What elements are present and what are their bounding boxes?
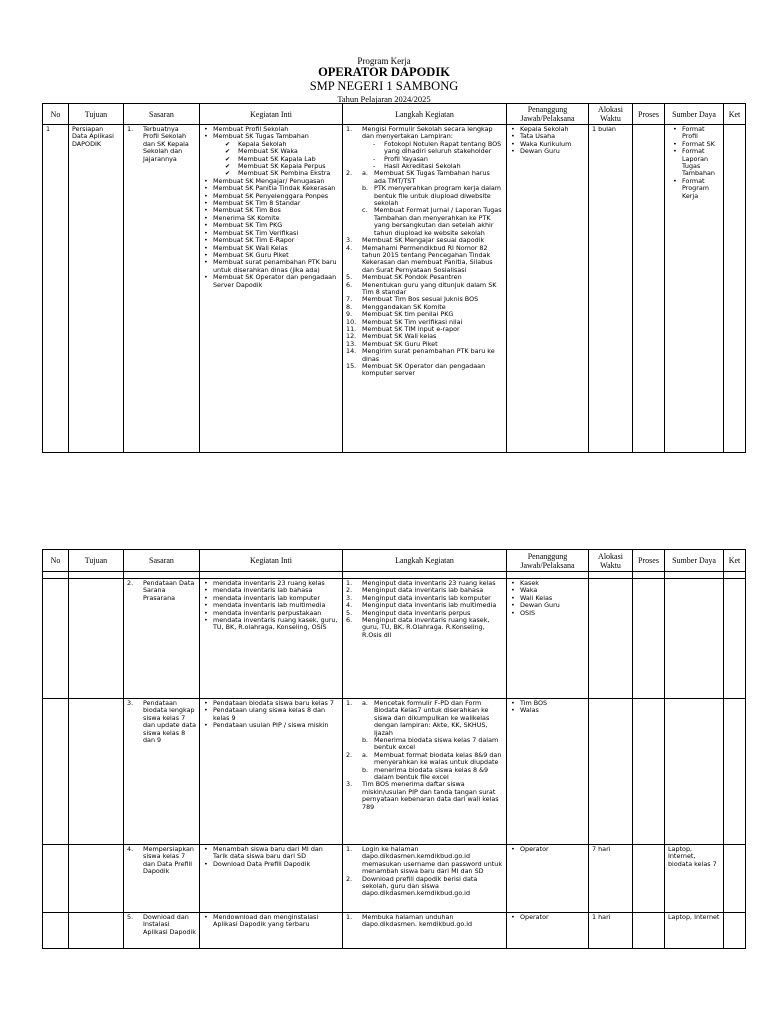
list-item: 10. Membuat SK Tim verifikasi nilai [346, 317, 463, 326]
langkah-text: Menginput data inventaris perpus [362, 608, 471, 617]
langkah-cell [343, 913, 507, 949]
list-item: 3. Membuat SK Mengajar sesuai dapodik [346, 236, 485, 245]
list-item: • Membuat SK Panitia Tindak Kekerasan [203, 185, 339, 192]
penanggung-cell [507, 913, 589, 949]
langkah-cell [343, 845, 507, 913]
list-item: • Pendataan ulang siswa kelas 8 dan kelas 9 [203, 707, 339, 722]
list-item: • mendata inventaris lab bahasa [203, 587, 339, 594]
list-item: 3. Menginput data inventaris lab komputer [346, 593, 491, 602]
col-header-ket: Ket [724, 550, 746, 572]
langkah-text: Menerima biodata siswa kelas 7 dalam bentuk excel [374, 736, 499, 752]
alokasi-cell: 7 hari [589, 845, 633, 913]
proses-cell [633, 125, 665, 453]
langkah-text: Memahami Permendikbud RI Nomor 82 tahun 2015 tentang Pencegahan Tindak Kekerasan dan membuat Panitia, Silabus dan Surat Pernyataan Sosialisasi [362, 243, 493, 274]
col-header-kegiatan: Kegiatan Inti [200, 104, 343, 125]
penanggung-cell [507, 845, 589, 913]
list-item: • mendata inventaris 23 ruang kelas [203, 580, 339, 587]
kegiatan-cell [200, 125, 343, 453]
table-row [43, 913, 746, 949]
sasaran-text: Pendataan Data Sarana Prasarana [143, 579, 195, 602]
langkah-text: Membuat SK Operator dan pengadaan komputer server [362, 362, 486, 378]
langkah-cell: 1. Mengisi Formulir Sekolah secara lengkap dan menyertakan Lampiran: - Fotokopi Notulen Rapat tentang BOS yang dihadiri seluruh stakeholder - Profil Yayasan - Hasil Akreditasi Sekolah 2. a. Membuat SK Tugas Tambahan harus ada TMT/TST b. PTK menyerahkan program kerja dalam bentuk file untuk diupload diwebsite sekolah c. Membuat Format Jurnal / Laporan Tugas Tambahan dan menyerahkan ke PTK yang bersangkutan dan setelah akhir tahun diupload ke website sekolah 3. Membuat SK Mengajar sesuai dapodik 4. Memahami Permendikbud RI Nomor 82 tahun 2015 tentang Pencegahan Tindak Kekerasan dan membuat Panitia, Silabus dan Surat Pernyataan Sosialisasi 5. Membuat SK Pondok Pesantren 6. Menentukan guru yang ditunjuk dalam SK Tim 8 standar 7. Membuat Tim Bos sesuai Juknis BOS 8. Menggandakan SK Komite 9. Membuat SK tim penilai PKG 10. Membuat SK Tim verifikasi nilai 11. Membuat SK TIM input e-rapor 12. Membuat SK Wali kelas 13. Membuat SK Guru Piket 14. Mengirim surat penambahan PTK baru ke dinas 15. Membuat SK Operator dan pengadaan komputer server [343, 125, 507, 453]
list-item: • Membuat SK Tim PKG [203, 222, 339, 229]
list-item: - Hasil Akreditasi Sekolah [372, 163, 503, 170]
list-item: 6. Menginput data inventaris ruang kasek, guru, TU, BK, R.Olahraga. R.Konseling, R.Osis dll [346, 616, 490, 639]
sasaran-cell: 5. Download dan Instalasi Aplikasi Dapodik [124, 913, 200, 949]
col-header-penanggung: Penanggung Jawab/Pelaksana [507, 104, 589, 125]
col-header-no: No [43, 550, 69, 572]
list-item: • Membuat SK Tugas Tambahan ✔ Kepala Sekolah ✔ Membuat SK Waka ✔ Membuat SK Kapala Lab ✔ Membuat SK Kepala Perpus ✔ Membuat SK Pembina Ekstra [203, 133, 339, 177]
list-item: • Format Profil [672, 126, 720, 141]
list-item: • Membuat SK Guru Piket [203, 252, 339, 259]
langkah-text: Mengirim surat penambahan PTK baru ke dinas [362, 347, 495, 363]
kegiatan-cell [200, 579, 343, 699]
list-item: - Fotokopi Notulen Rapat tentang BOS yang dihadiri seluruh stakeholder [372, 141, 503, 156]
langkah-text: Menggandakan SK Komite [362, 302, 446, 311]
list-item: • Membuat SK Wali Kelas [203, 245, 339, 252]
col-header-proses: Proses [633, 550, 665, 572]
list-item: • mendata inventaris ruang kasek, guru, TU, BK, R.olahraga, Konseling, OSIS [203, 617, 339, 632]
list-item: 2. Menginput data inventaris lab bahasa [346, 586, 484, 595]
col-header-tujuan: Tujuan [69, 104, 124, 125]
sasaran-text: Download dan Instalasi Aplikasi Dapodik [143, 913, 196, 936]
col-header-sumber: Sumber Daya [665, 550, 724, 572]
tujuan-cell: Persiapan Data Aplikasi DAPODIK [69, 125, 124, 453]
list-item: 7. Membuat Tim Bos sesuai Juknis BOS [346, 295, 479, 304]
langkah-text: Menentukan guru yang ditunjuk dalam SK Tim 8 standar [362, 280, 497, 296]
list-item: • Membuat SK Operator dan pengadaan Server Dapodik [203, 274, 339, 289]
langkah-text: Membuat SK Pondok Pesantren [362, 273, 462, 282]
work-program-table-2 [42, 549, 746, 949]
langkah-text: Membuat SK Tim verifikasi nilai [362, 317, 463, 326]
list-item: • Membuat SK Tim 8 Standar [203, 200, 339, 207]
list-item: • Menerima SK Komite [203, 215, 339, 222]
list-item: 1. Menginput data inventaris 23 ruang kelas [346, 579, 496, 587]
table-row [43, 125, 746, 453]
sasaran-text: Pendataan biodata lengkap siswa kelas 7 dan update data siswa kelas 8 dan 9 [143, 699, 196, 745]
col-header-langkah: Langkah Kegiatan [343, 550, 507, 572]
col-header-ket: Ket [724, 104, 746, 125]
col-header-alokasi: Alokasi Waktu [589, 550, 633, 572]
ket-cell [724, 125, 746, 453]
check-item: ✔ Membuat SK Pembina Ekstra [225, 170, 339, 177]
kegiatan-cell [200, 913, 343, 949]
col-header-penanggung: Penanggung Jawab/Pelaksana [507, 550, 589, 572]
list-item: 5. Menginput data inventaris perpus [346, 608, 471, 617]
list-item: 14. Mengirim surat penambahan PTK baru ke dinas [346, 347, 495, 363]
langkah-cell [343, 579, 507, 699]
list-item: • Operator [510, 846, 585, 853]
list-item: • Membuat surat penambahan PTK baru untuk diserahkan dinas (jika ada) [203, 259, 339, 274]
list-item: • Membuat SK Tim E-Rapor [203, 237, 339, 244]
langkah-text: Membuat SK Guru Piket [362, 339, 438, 348]
list-item: 4. Memahami Permendikbud RI Nomor 82 tahun 2015 tentang Pencegahan Tindak Kekerasan dan membuat Panitia, Silabus dan Surat Pernyataan Sosialisasi [346, 243, 493, 274]
langkah-text: Tim BOS menerima daftar siswa miskin/usulan PIP dan tanda tangan surat pernyataan kebenaran data dari wali kelas 789 [362, 780, 499, 811]
langkah-text: Menginput data inventaris lab multimedia [362, 601, 497, 610]
list-item: • mendata inventaris lab komputer [203, 595, 339, 602]
kegiatan-cell [200, 845, 343, 913]
langkah-text: Menginput data inventaris 23 ruang kelas [362, 579, 496, 587]
list-item: 13. Membuat SK Guru Piket [346, 339, 438, 348]
list-item: • mendata inventaris lab multimedia [203, 602, 339, 609]
langkah-text: Menginput data inventaris ruang kasek, guru, TU, BK, R.Olahraga. R.Konseling, R.Osis dll [362, 616, 490, 639]
alokasi-cell: 1 bulan [589, 125, 633, 453]
langkah-text: Download prefill dapodik berisi data sekolah, guru dan siswa dapo.dikdasmen.kemdikbud.go.id [362, 874, 478, 898]
list-item: • Kepala Sekolah [510, 126, 585, 133]
check-item: ✔ Kepala Sekolah [225, 141, 339, 148]
sasaran-cell: 3. Pendataan biodata lengkap siswa kelas 7 dan update data siswa kelas 8 dan 9 [124, 699, 200, 845]
list-item: 12. Membuat SK Wali kelas [346, 332, 437, 341]
langkah-text: Membuat Format Jurnal / Laporan Tugas Tambahan dan menyerahkan ke PTK yang bersangkutan dan setelah akhir tahun diupload ke website sekolah [374, 206, 502, 237]
col-header-proses: Proses [633, 104, 665, 125]
langkah-text: Menginput data inventaris lab komputer [362, 593, 491, 602]
list-item: • Membuat SK Tim Bos [203, 207, 339, 214]
list-item: - Profil Yayasan [372, 156, 503, 163]
list-item: 5. Membuat SK Pondok Pesantren [346, 273, 462, 282]
list-item: 1. Login ke halaman dapo.dikdasmen.kemdikbud.go.id memasukan username dan password untuk menambah siswa baru dari MI dan SD [346, 845, 503, 876]
table-row [43, 572, 746, 579]
list-item: • Membuat SK Mengajar/ Penugasan [203, 178, 339, 185]
langkah-text: Mencetak formulir F-PD dan Form Biodata Kelas7 untuk diserahkan ke siswa dan dikumpulkan ke walikelas [374, 699, 490, 722]
list-item: • Wali Kelas [510, 595, 585, 602]
col-header-sasaran: Sasaran [124, 550, 200, 572]
table-row [43, 579, 746, 699]
list-item: • Mendownload dan menginstalasi Aplikasi Dapodik yang terbaru [203, 914, 339, 929]
alokasi-cell: 1 hari [589, 913, 633, 949]
sasaran-cell [124, 125, 200, 453]
list-item: 11. Membuat SK TIM input e-rapor [346, 324, 460, 333]
list-item: • Pendataan biodata siswa baru kelas 7 [203, 700, 339, 707]
langkah-text: Mengisi Formulir Sekolah secara lengkap dan menyertakan Lampiran: [362, 125, 493, 141]
sasaran-number: 1. [127, 125, 134, 133]
list-item: 9. Membuat SK tim penilai PKG [346, 310, 454, 319]
list-item: • Walas [510, 707, 585, 714]
penanggung-cell [507, 579, 589, 699]
sumber-cell: Laptop, Internet, biodata kelas 7 [665, 845, 724, 913]
langkah-text: Menginput data inventaris lab bahasa [362, 586, 484, 595]
sumber-cell: Laptop, Internet [665, 913, 724, 949]
list-item: • Format Program Kerja [672, 178, 720, 200]
list-item: • Format Laporan Tugas Tambahan [672, 148, 720, 178]
list-item: • mendata inventaris perpustakaan [203, 610, 339, 617]
list-item: • Pendataan usulan PIP / siswa miskin [203, 722, 339, 729]
col-header-no: No [43, 104, 69, 125]
list-item: • Tim BOS [510, 700, 585, 707]
list-item: • Membuat SK Penyelenggara Ponpes [203, 193, 339, 200]
list-item: • Waka Kurikulum [510, 141, 585, 148]
langkah-text: menerima biodata siswa kelas 8 &9 dalam bentuk file excel [374, 765, 489, 782]
sasaran-text: Mempersiapkan siswa kelas 7 dan Data Prefill Dapodik [143, 845, 194, 876]
langkah-text: PTK menyerahkan program kerja dalam bentuk file untuk diupload diwebsite sekolah [374, 184, 502, 208]
col-header-tujuan: Tujuan [69, 550, 124, 572]
penanggung-cell [507, 699, 589, 845]
sasaran-text: Terbuatnya Profil Sekolah dan SK Kepala Sekolah dan Jajarannya [143, 125, 189, 163]
langkah-text: Membuat SK Mengajar sesuai dapodik [362, 236, 485, 245]
list-item: • Menambah siswa baru dari MI dan Tarik data siswa baru dari SD [203, 846, 339, 861]
list-item: 1. Membuka halaman unduhan dapo.dikdasmen. kemdikbud.go.id [346, 913, 473, 929]
langkah-text: Membuat SK Tugas Tambahan harus ada TMT/TST [374, 169, 490, 185]
check-item: ✔ Membuat SK Kepala Perpus [225, 163, 339, 170]
doc-title: OPERATOR DAPODIK [318, 65, 450, 79]
langkah-text: Membuat SK tim penilai PKG [362, 310, 454, 319]
col-header-kegiatan: Kegiatan Inti [200, 550, 343, 572]
list-item: 15. Membuat SK Operator dan pengadaan komputer server [346, 362, 486, 378]
langkah-text: Membuat SK TIM input e-rapor [362, 324, 460, 333]
check-item: ✔ Membuat SK Kapala Lab [225, 156, 339, 163]
sasaran-cell: 2. Pendataan Data Sarana Prasarana [124, 579, 200, 699]
langkah-text: Membuat format biodata kelas 8&9 dan menyerahkan ke walas untuk diupdate [374, 750, 502, 767]
langkah-text: Login ke halaman dapo.dikdasmen.kemdikbud.go.id memasukan username dan password untuk menambah siswa baru dari MI dan SD [362, 845, 503, 876]
list-item: • Operator [510, 914, 585, 921]
school-name: SMP NEGERI 1 SAMBONG [309, 79, 459, 93]
list-item: • Dewan Guru [510, 148, 585, 155]
doc-supertitle: Program Kerja [357, 56, 411, 66]
list-item: 8. Menggandakan SK Komite [346, 302, 446, 311]
list-item: • Kasek [510, 580, 585, 587]
langkah-cell: 1. a. Mencetak formulir F-PD dan Form Biodata Kelas7 untuk diserahkan ke siswa dan dikumpulkan ke walikelas dengan lampiran: Akte, KK, SKHUS, Ijazah b. Menerima biodata siswa kelas 7 dalam bentuk excel 2. a. Membuat format biodata kelas 8&9 dan menyerahkan ke walas untuk diupdate b. menerima biodata siswa kelas 8 &9 dalam bentuk file excel 3. Tim BOS menerima daftar siswa miskin/usulan PIP dan tanda tangan surat pernyataan kebenaran data dari wali kelas 789 [343, 699, 507, 845]
langkah-text: Membuat SK Wali kelas [362, 332, 437, 341]
list-item: • Waka [510, 587, 585, 594]
row-number: 1 [43, 125, 69, 453]
list-item: 6. Menentukan guru yang ditunjuk dalam SK Tim 8 standar [346, 280, 497, 296]
list-item: • Dewan Guru [510, 602, 585, 609]
list-item: • Format SK [672, 141, 720, 148]
list-item: • Membuat SK Tim Verifikasi [203, 230, 339, 237]
col-header-sumber: Sumber Daya [665, 104, 724, 125]
check-item: ✔ Membuat SK Waka [225, 148, 339, 155]
col-header-alokasi: Alokasi Waktu [589, 104, 633, 125]
langkah-text: Membuat Tim Bos sesuai Juknis BOS [362, 295, 479, 304]
table-row [43, 845, 746, 913]
penanggung-cell [507, 125, 589, 453]
col-header-langkah: Langkah Kegiatan [343, 104, 507, 125]
sumber-cell [665, 125, 724, 453]
list-item: • Tata Usaha [510, 133, 585, 140]
list-item: • Download Data Prefill Dapodik [203, 861, 339, 868]
langkah-text: dengan lampiran: Akte, KK, SKHUS, Ijazah [374, 721, 488, 737]
list-item: • Membuat Profil Sekolah [203, 126, 339, 133]
list-item: 4. Menginput data inventaris lab multimedia [346, 601, 497, 610]
list-item: 2. Download prefill dapodik berisi data sekolah, guru dan siswa dapo.dikdasmen.kemdikbud.go.id [346, 874, 478, 898]
col-header-sasaran: Sasaran [124, 104, 200, 125]
table-row [43, 699, 746, 845]
work-program-table-1 [42, 103, 746, 453]
sasaran-cell: 4. Mempersiapkan siswa kelas 7 dan Data Prefill Dapodik [124, 845, 200, 913]
langkah-text: Membuka halaman unduhan dapo.dikdasmen. kemdikbud.go.id [362, 913, 473, 929]
list-item: • OSIS [510, 610, 585, 617]
kegiatan-cell [200, 699, 343, 845]
academic-year: Tahun Pelajaran 2024/2025 [337, 94, 431, 104]
